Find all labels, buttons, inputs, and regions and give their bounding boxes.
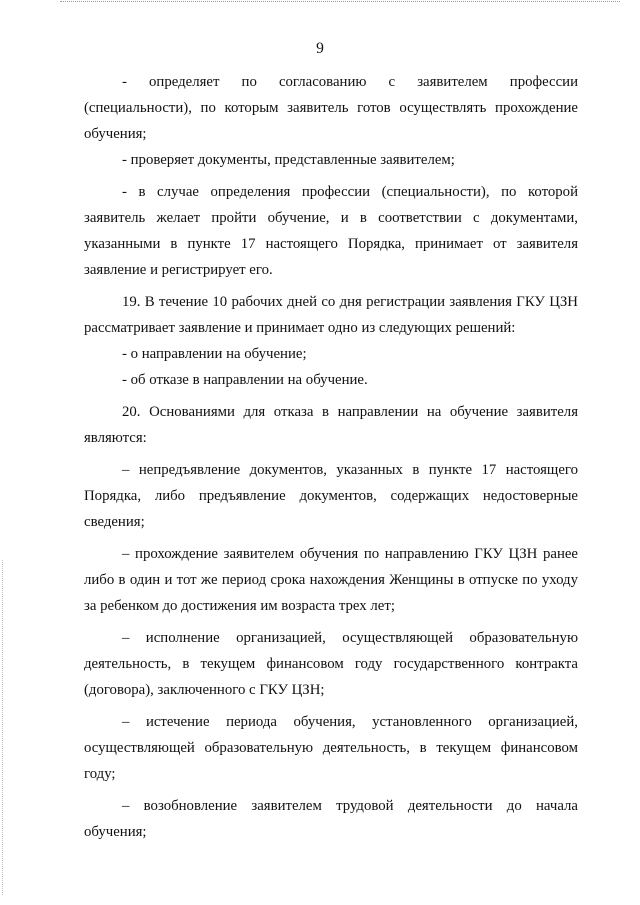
refusal-ground-documents: – непредъявление документов, указанных в пункте 17 настоящего Порядка, либо предъявление документов, содержащих недостоверные сведения; [84,462,578,530]
paragraph-determines-professions: - определяет по согласованию с заявителем профессии (специальности), по которым заявитель готов осуществлять прохождение обучения; [84,74,578,142]
scan-top-edge [60,1,620,2]
decision-option-refusal: - об отказе в направлении на обучение. [122,372,368,388]
paragraph-checks-documents: - проверяет документы, представленные заявителем; [122,152,455,168]
paragraph-accepts-application: - в случае определения профессии (специальности), по которой заявитель желает пройти обучение, и в соответствии с документами, указанными в пункте 17 настоящего Порядка, принимает от заявителя заявление и регистрирует его. [84,184,578,278]
decision-option-referral: - о направлении на обучение; [122,346,307,362]
refusal-ground-contract-fulfilled: – исполнение организацией, осуществляющей образовательную деятельность, в текущем финансовом году государственного контракта (договора), заключенного с ГКУ ЦЗН; [84,630,578,698]
refusal-ground-period-expired: – истечение периода обучения, установленного организацией, осуществляющей образовательную деятельность, в текущем финансовом году; [84,714,578,782]
clause-20: 20. Основаниями для отказа в направлении на обучение заявителя являются: [84,404,578,446]
clause-19: 19. В течение 10 рабочих дней со дня регистрации заявления ГКУ ЦЗН рассматривает заявление и принимает одно из следующих решений: [84,294,578,336]
refusal-ground-prior-training: – прохождение заявителем обучения по направлению ГКУ ЦЗН ранее либо в один и тот же период срока нахождения Женщины в отпуске по уходу за ребенком до достижения им возраста трех лет; [84,546,578,614]
document-body [84,69,578,845]
page-number: 9 [316,40,324,57]
refusal-ground-resumed-work: – возобновление заявителем трудовой деятельности до начала обучения; [84,798,578,840]
scan-left-edge [2,560,3,895]
